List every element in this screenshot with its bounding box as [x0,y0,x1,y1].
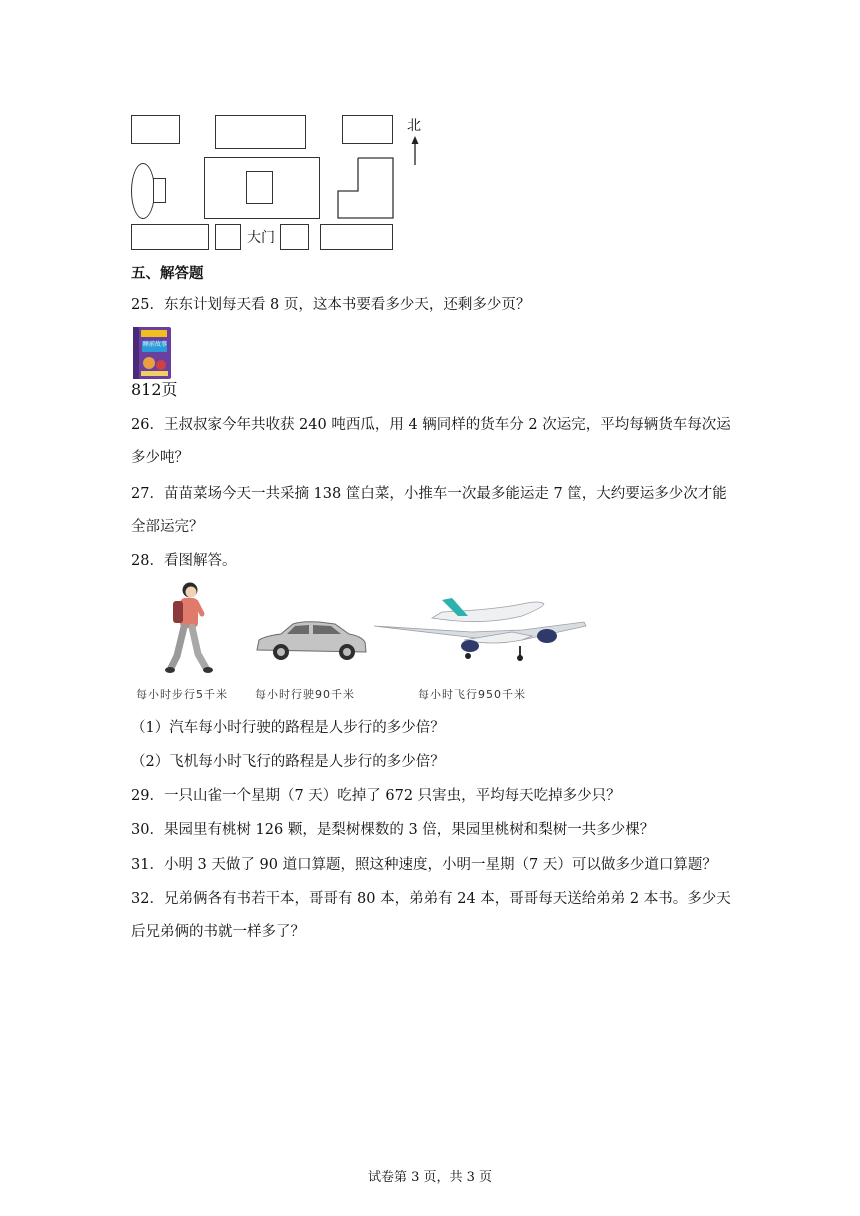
car-image [253,620,369,662]
map-building [215,224,241,250]
map-building [131,115,180,144]
map-gate-label: 大门 [247,230,275,246]
map-l-shaped-building [336,156,396,220]
map-building [320,224,393,250]
question-30: 30．果园里有桃树 126 颗，是梨树棵数的 3 倍，果园里桃树和梨树一共多少棵？ [131,822,655,838]
question-28-sub2: （2）飞机每小时飞行的路程是人步行的多少倍？ [131,754,445,770]
storybook-image [131,325,175,381]
caption-airplane: 每小时飞行950千米 [418,688,526,701]
question-27-line2: 全部运完？ [131,519,204,535]
north-label: 北 [407,118,421,134]
map-building [131,224,209,250]
question-29: 29．一只山雀一个星期（7 天）吃掉了 672 只害虫，平均每天吃掉多少只？ [131,788,621,804]
north-arrow-icon [409,136,421,166]
section-title: 五、解答题 [131,265,204,282]
map-building [246,171,273,204]
map-building [215,115,306,149]
page-footer: 试卷第 3 页，共 3 页 [367,1170,493,1185]
question-27-line1: 27．苗苗菜场今天一共采摘 138 筐白菜，小推车一次最多能运走 7 筐，大约要运多少次才能 [131,486,727,502]
map-building [342,115,393,144]
airplane-image [372,596,592,664]
book-title-on-cover: 睡前故事 [143,341,168,348]
map-building [280,224,309,250]
caption-car: 每小时行驶90千米 [255,688,355,701]
book-page-count: 812页 [131,380,178,399]
question-28-sub1: （1）汽车每小时行驶的路程是人步行的多少倍？ [131,720,445,736]
map-round-building [131,163,155,219]
question-32-line2: 后兄弟俩的书就一样多了？ [131,924,305,940]
question-26-line1: 26．王叔叔家今年共收获 240 吨西瓜，用 4 辆同样的货车分 2 次运完，平均每辆货车每次运 [131,417,731,433]
walking-person-image [160,580,220,676]
question-31: 31．小明 3 天做了 90 道口算题，照这种速度，小明一星期（7 天）可以做多少道口算题？ [131,857,717,873]
question-28: 28．看图解答。 [131,553,237,569]
question-26-line2: 多少吨？ [131,450,189,466]
caption-walking: 每小时步行5千米 [136,688,228,701]
question-32-line1: 32．兄弟俩各有书若干本，哥哥有 80 本，弟弟有 24 本，哥哥每天送给弟弟 2 本书。多少天 [131,891,731,907]
question-25: 25．东东计划每天看 8 页，这本书要看多少天，还剩多少页？ [131,297,531,313]
map-building [153,178,166,203]
